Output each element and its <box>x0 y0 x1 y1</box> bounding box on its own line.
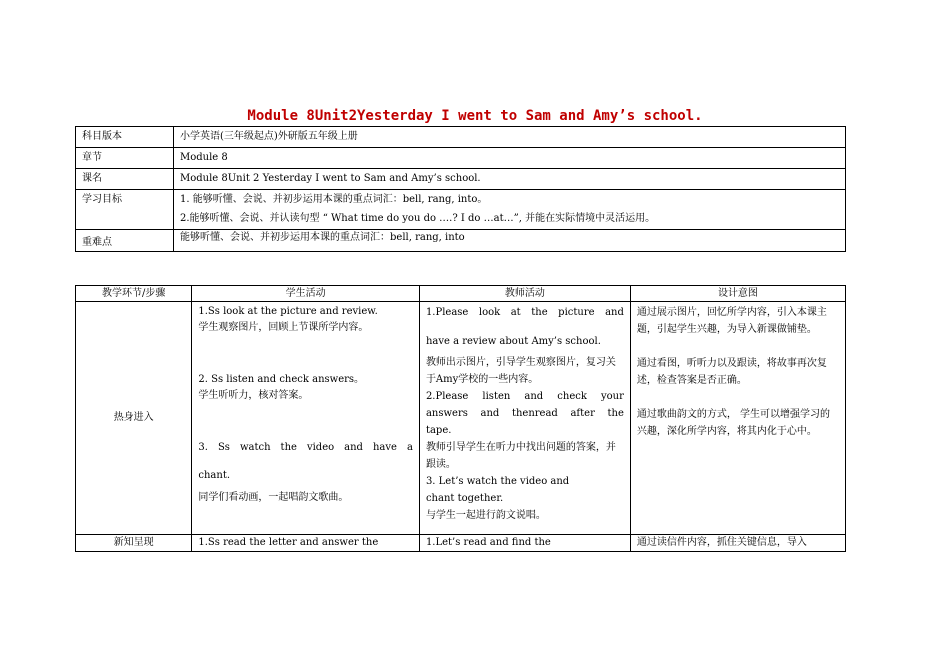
student-line: 同学们看动画，一起唱韵文歌曲。 <box>198 492 349 503</box>
teacher-line: 2.Please listen and check your <box>425 391 624 402</box>
info-value: Module 8 <box>174 148 846 169</box>
student-line: 1.Ss look at the picture and review. <box>198 306 378 317</box>
lesson-plan-table <box>75 285 846 552</box>
student-line: 2. Ss listen and check answers。 <box>198 374 365 385</box>
info-row <box>76 148 846 169</box>
header-step: 教学环节/步骤 <box>76 286 192 302</box>
info-value: Module 8Unit 2 Yesterday I went to Sam and Amy’s school. <box>174 169 846 190</box>
plan-row-new-knowledge <box>76 535 846 552</box>
objective-line: 1. 能够听懂、会说、并初步运用本课的重点词汇：bell, rang, into。 <box>180 194 488 205</box>
teacher-activity: 1.Let’s read and find the <box>419 535 630 552</box>
design-line: 通过看图，听听力以及跟读，将故事再次复述，检查答案是否正确。 <box>636 358 827 386</box>
info-value: 小学英语(三年级起点)外研版五年级上册 <box>174 127 846 148</box>
student-line: 学生观察图片，回顾上节课所学内容。 <box>198 322 369 333</box>
info-key: 重难点 <box>76 230 174 252</box>
teacher-line: tape. <box>425 425 452 436</box>
student-line: 学生听听力，核对答案。 <box>198 390 309 401</box>
info-value <box>174 190 846 230</box>
header-student: 学生活动 <box>192 286 420 302</box>
plan-header-row <box>76 286 846 302</box>
teacher-line: 与学生一起进行韵文说唱。 <box>425 510 546 521</box>
design-line: 通过歌曲韵文的方式， 学生可以增强学习的兴趣，深化所学内容，将其内化于心中。 <box>636 409 831 437</box>
student-line: 3. Ss watch the video and have a <box>198 442 413 453</box>
design-line: 通过展示图片，回忆所学内容，引入本课主题，引起学生兴趣，为导入新课做铺垫。 <box>636 307 827 335</box>
teacher-line: 教师出示图片，引导学生观察图片，复习关于Amy学校的一些内容。 <box>425 357 616 385</box>
info-key: 章节 <box>76 148 174 169</box>
design-intent <box>630 302 845 535</box>
info-value: 能够听懂、会说、并初步运用本课的重点词汇：bell, rang, into <box>174 230 846 252</box>
student-line: chant. <box>198 470 231 481</box>
student-activity: 1.Ss read the letter and answer the <box>192 535 420 552</box>
info-row <box>76 190 846 230</box>
objective-line: 2.能够听懂、会说、并认读句型 “ What time do you do ….? I do …at…”, 并能在实际情境中灵活运用。 <box>180 213 656 224</box>
info-row <box>76 230 846 252</box>
plan-row-warmup <box>76 302 846 535</box>
header-design: 设计意图 <box>630 286 845 302</box>
teacher-line: 3. Let’s watch the video and <box>425 476 570 487</box>
step-label: 热身进入 <box>76 302 192 535</box>
page-title: Module 8Unit2Yesterday I went to Sam and Amy’s school. <box>247 108 703 124</box>
course-info-table <box>75 126 846 252</box>
teacher-activity <box>419 302 630 535</box>
header-teacher: 教师活动 <box>419 286 630 302</box>
info-key: 学习目标 <box>76 190 174 230</box>
design-intent: 通过读信件内容，抓住关键信息，导入 <box>630 535 845 552</box>
teacher-line: 1.Please look at the picture and <box>425 307 624 318</box>
info-key: 科目版本 <box>76 127 174 148</box>
teacher-line: chant together. <box>425 493 504 504</box>
teacher-line: have a review about Amy’s school. <box>425 336 601 347</box>
step-label: 新知呈现 <box>76 535 192 552</box>
info-row <box>76 169 846 190</box>
info-key: 课名 <box>76 169 174 190</box>
info-row <box>76 127 846 148</box>
student-activity <box>192 302 420 535</box>
teacher-line: answers and thenread after the <box>425 408 624 419</box>
teacher-line: 教师引导学生在听力中找出问题的答案，并跟读。 <box>425 442 616 470</box>
